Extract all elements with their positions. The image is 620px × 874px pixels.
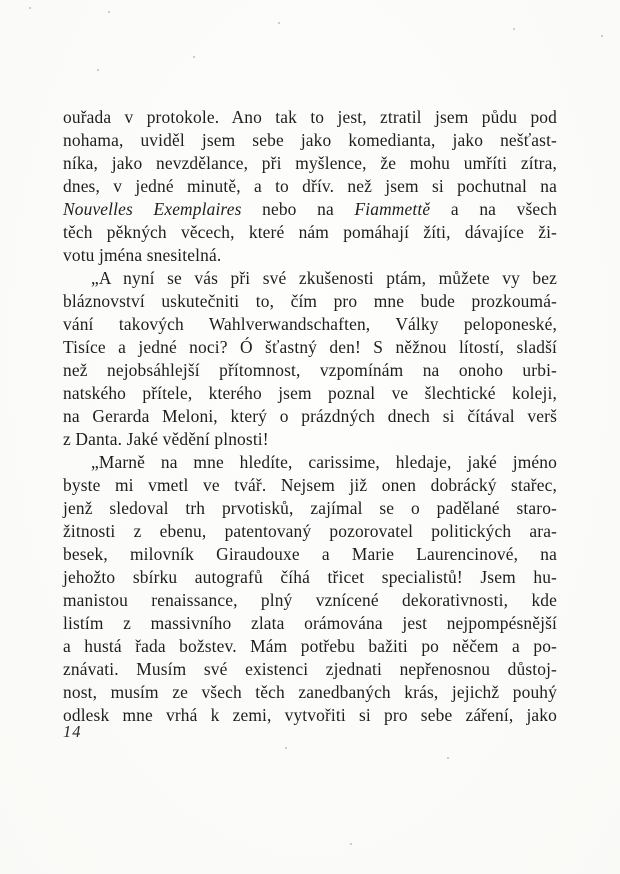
- text-line: [63, 244, 557, 267]
- text-line: [63, 198, 557, 221]
- text-line: [63, 497, 557, 520]
- text-segment: těch pěkných věcech, které nám pomáhají žíti, dávajíce ži-: [63, 222, 557, 242]
- text-segment: z Danta. Jaké vědění plnosti!: [63, 429, 269, 449]
- scan-speck: [108, 11, 110, 13]
- page-text: [63, 106, 557, 727]
- text-line: [63, 267, 557, 290]
- text-segment: Fiammettě: [354, 199, 431, 219]
- text-line: [63, 336, 557, 359]
- text-line: [63, 543, 557, 566]
- text-line: [63, 290, 557, 313]
- text-line: [63, 129, 557, 152]
- text-segment: votu jména snesitelná.: [63, 245, 222, 265]
- text-line: [63, 635, 557, 658]
- scan-speck: [513, 28, 515, 30]
- text-line: [63, 106, 557, 129]
- text-segment: než nejobsáhlejší přítomnost, vzpomínám na onoho urbi-: [63, 360, 557, 380]
- text-line: [63, 175, 557, 198]
- text-line: [63, 152, 557, 175]
- text-segment: na Gerarda Meloni, který o prázdných dnech si čítával verš: [63, 406, 557, 426]
- text-segment: žitnosti z ebenu, patentovaný pozorovatel politických ara-: [63, 521, 557, 541]
- text-segment: nebo na: [241, 199, 355, 219]
- text-segment: a hustá řada božstev. Mám potřebu bažiti po něčem a po-: [63, 636, 557, 656]
- text-segment: listím z massivního zlata orámována jest nejpompésnější: [63, 613, 557, 633]
- text-line: [63, 474, 557, 497]
- page-number: 14: [63, 722, 82, 741]
- text-line: [63, 405, 557, 428]
- text-line: [63, 428, 557, 451]
- text-segment: dnes, v jedné minutě, a to dřív. než jsem si pochutnal na: [63, 176, 557, 196]
- text-line: [63, 658, 557, 681]
- text-segment: natského přítele, kterého jsem poznal ve šlechtické koleji,: [63, 383, 557, 403]
- text-segment: „A nyní se vás při své zkušenosti ptám, můžete vy bez: [91, 268, 557, 288]
- scan-speck: [97, 69, 99, 71]
- scan-speck: [601, 35, 603, 37]
- text-line: [63, 221, 557, 244]
- text-segment: Nouvelles Exemplaires: [63, 199, 242, 219]
- text-segment: jenž sledoval trh prvotisků, zajímal se o padělané staro-: [63, 498, 557, 518]
- text-segment: nost, musím ze všech těch zanedbaných krás, jejichž pouhý: [63, 682, 557, 702]
- text-segment: „Marně na mne hledíte, carissime, hledaje, jaké jméno: [91, 452, 557, 472]
- text-segment: znávati. Musím své existenci zjednati nepřenosnou důstoj-: [63, 659, 557, 679]
- text-segment: nohama, uviděl jsem sebe jako komedianta, jako nešťast-: [63, 130, 557, 150]
- text-segment: Tisíce a jedné noci? Ó šťastný den! S něžnou lítostí, sladší: [63, 337, 557, 357]
- text-segment: níka, jako nevzdělance, při myšlence, že mohu umříti zítra,: [63, 153, 557, 173]
- text-segment: odlesk mne vrhá k zemi, vytvořiti si pro sebe záření, jako: [63, 705, 557, 725]
- scan-speck: [285, 747, 287, 749]
- text-line: [63, 451, 557, 474]
- text-segment: jehožto sbírku autografů číhá třicet specialistů! Jsem hu-: [63, 567, 557, 587]
- text-line: [63, 313, 557, 336]
- scan-speck: [193, 56, 195, 58]
- scan-speck: [29, 7, 31, 9]
- text-segment: besek, milovník Giraudouxe a Marie Laurencinové, na: [63, 544, 557, 564]
- scan-speck: [278, 22, 280, 24]
- text-segment: manistou renaissance, plný vznícené dekorativnosti, kde: [63, 590, 557, 610]
- scan-speck: [447, 757, 449, 759]
- text-line: [63, 382, 557, 405]
- text-line: [63, 612, 557, 635]
- text-line: [63, 520, 557, 543]
- text-line: [63, 681, 557, 704]
- text-segment: vání takových Wahlverwandschaften, Války peloponeské,: [63, 314, 557, 334]
- text-segment: byste mi vmetl ve tvář. Nejsem již onen dobrácký stařec,: [63, 475, 557, 495]
- scan-speck: [350, 843, 352, 845]
- text-segment: bláznovství uskutečniti to, čím pro mne bude prozkoumá-: [63, 291, 557, 311]
- text-line: [63, 589, 557, 612]
- text-line: [63, 359, 557, 382]
- text-segment: a na všech: [430, 199, 557, 219]
- text-line: [63, 704, 557, 727]
- text-segment: ouřada v protokole. Ano tak to jest, ztratil jsem půdu pod: [63, 107, 557, 127]
- text-line: [63, 566, 557, 589]
